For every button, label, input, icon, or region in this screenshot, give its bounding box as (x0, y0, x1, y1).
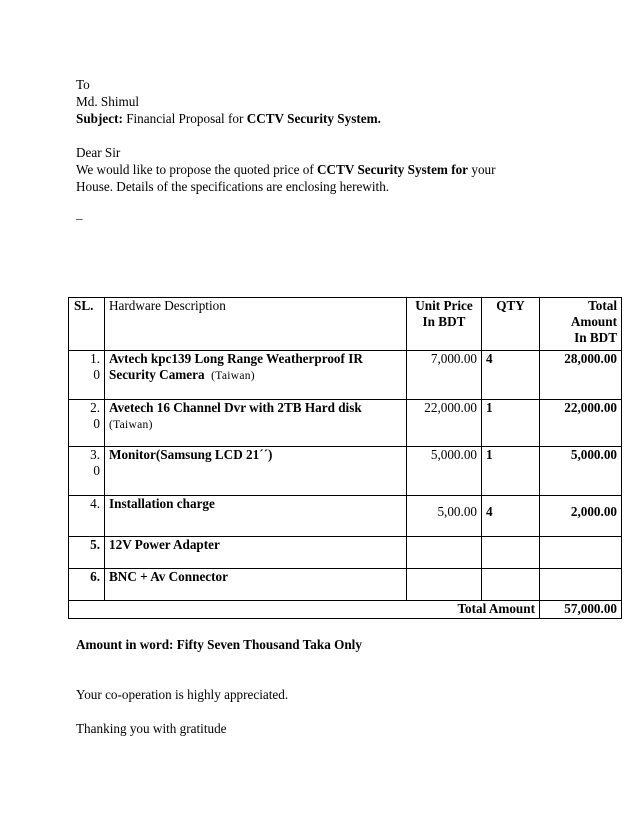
row-qty: 1 (482, 447, 540, 496)
body-part-2: your (471, 162, 496, 177)
total-amount-label: Total Amount (69, 601, 540, 619)
row-desc-origin: (Taiwan) (211, 370, 255, 382)
row-unit-price: 22,000.00 (407, 400, 482, 447)
row-total: 28,000.00 (540, 351, 622, 400)
row-sl: 6. (69, 569, 105, 601)
row-sl-b: 0 (93, 367, 100, 382)
table-row (69, 496, 622, 537)
amount-in-word: Amount in word: Fifty Seven Thousand Taka Only (76, 637, 362, 652)
header-total-l3: In BDT (574, 330, 617, 345)
row-sl (69, 400, 105, 447)
subject-bold: CCTV Security System. (246, 111, 381, 126)
to-label: To (76, 77, 90, 92)
row-qty (482, 537, 540, 569)
table-header-row (69, 298, 622, 351)
table-row (69, 569, 622, 601)
price-table (68, 297, 622, 619)
table-row (69, 351, 622, 400)
row-description (105, 400, 407, 447)
row-unit-price (407, 537, 482, 569)
header-qty: QTY (482, 298, 540, 351)
row-desc-l1: Avtech kpc139 Long Range Weatherproof IR (109, 351, 363, 366)
row-unit-price: 5,00.00 (407, 496, 482, 537)
header-unit-price (407, 298, 482, 351)
row-sl: 4. (69, 496, 105, 537)
row-description: 12V Power Adapter (105, 537, 407, 569)
table-row (69, 447, 622, 496)
dash-mark: _ (76, 206, 83, 221)
header-unit-price-l2: In BDT (422, 314, 466, 329)
table-row (69, 400, 622, 447)
row-sl-a: 3. (90, 447, 100, 462)
body-part-1: We would like to propose the quoted price of (76, 162, 314, 177)
body-line-1 (76, 162, 496, 178)
row-desc-origin: (Taiwan) (109, 419, 153, 431)
row-sl (69, 447, 105, 496)
row-qty: 4 (482, 351, 540, 400)
row-description (105, 447, 407, 496)
row-sl (69, 351, 105, 400)
row-total: 2,000.00 (540, 496, 622, 537)
row-total (540, 537, 622, 569)
header-total (540, 298, 622, 351)
salutation: Dear Sir (76, 145, 121, 160)
row-desc-l2: Security Camera (109, 367, 205, 382)
row-qty: 1 (482, 400, 540, 447)
row-description: BNC + Av Connector (105, 569, 407, 601)
header-description: Hardware Description (105, 298, 407, 351)
recipient-name: Md. Shimul (76, 94, 140, 109)
subject-text: Financial Proposal for (126, 111, 244, 126)
row-sl: 5. (69, 537, 105, 569)
row-description: Installation charge (105, 496, 407, 537)
row-sl-a: 2. (90, 400, 100, 415)
row-unit-price (407, 569, 482, 601)
row-qty: 4 (482, 496, 540, 537)
row-total (540, 569, 622, 601)
row-qty (482, 569, 540, 601)
header-sl: SL. (69, 298, 105, 351)
row-desc-l1: Monitor(Samsung LCD 21´´) (109, 447, 273, 462)
row-sl-a: 1. (90, 351, 100, 366)
row-sl-b: 0 (93, 463, 100, 478)
header-total-l2: Amount (570, 314, 617, 329)
body-bold: CCTV Security System for (317, 162, 469, 177)
row-unit-price: 7,000.00 (407, 351, 482, 400)
subject-line (76, 111, 381, 127)
header-unit-price-l1: Unit Price (415, 298, 473, 313)
total-amount-value: 57,000.00 (540, 601, 622, 619)
table-row (69, 537, 622, 569)
row-unit-price: 5,000.00 (407, 447, 482, 496)
row-total: 22,000.00 (540, 400, 622, 447)
body-line-2: House. Details of the specifications are enclosing herewith. (76, 179, 390, 194)
table-total-row (69, 601, 622, 619)
row-desc-l1: Avetech 16 Channel Dvr with 2TB Hard disk (109, 400, 362, 415)
row-sl-b: 0 (93, 416, 100, 431)
row-total: 5,000.00 (540, 447, 622, 496)
subject-label: Subject: (76, 111, 123, 126)
thanks-line: Thanking you with gratitude (76, 721, 227, 736)
row-description (105, 351, 407, 400)
cooperation-line: Your co-operation is highly appreciated. (76, 687, 289, 702)
header-total-l1: Total (588, 298, 617, 313)
